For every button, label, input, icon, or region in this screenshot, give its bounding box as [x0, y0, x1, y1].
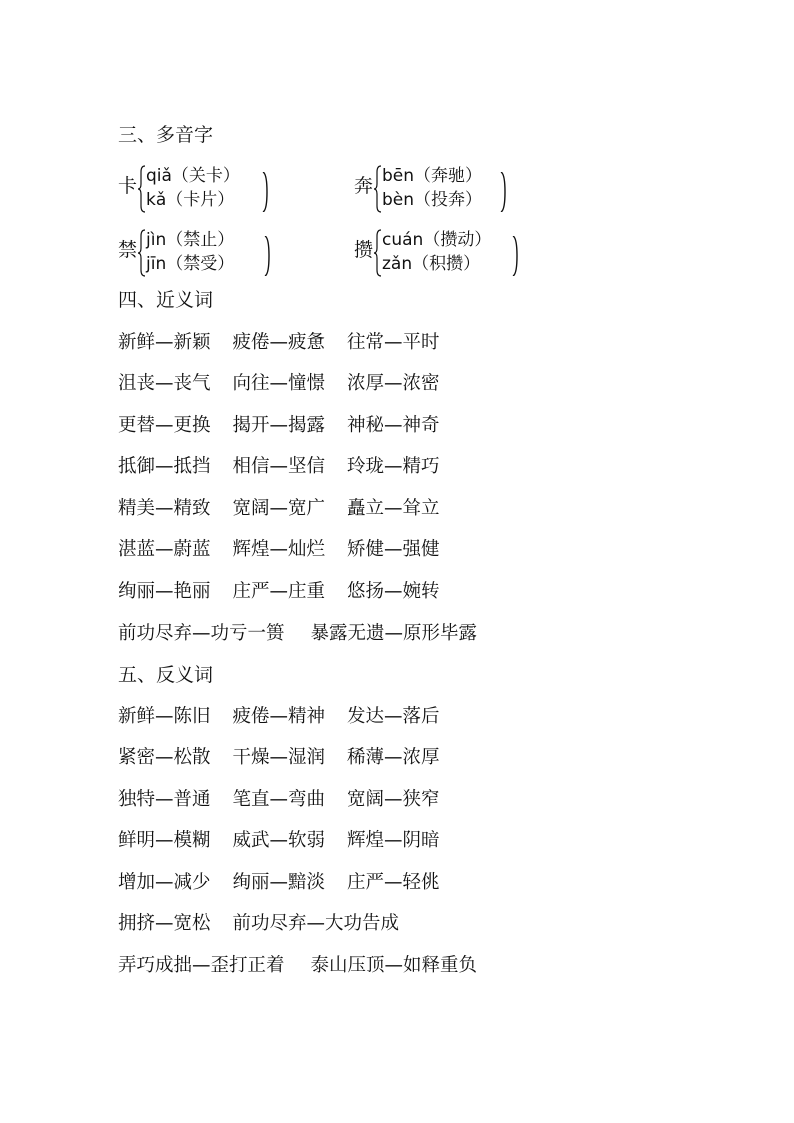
word-pair: 更替—更换 [118, 415, 211, 436]
word-pair: 绚丽—黯淡 [232, 872, 326, 893]
word-pair: 绚丽—艳丽 [118, 581, 211, 602]
polyphone-readings [382, 228, 491, 276]
word-pair: 威武—软弱 [232, 830, 326, 851]
word-pair: 浓厚—浓密 [347, 373, 440, 394]
right-bracket-icon [512, 236, 518, 276]
word-pair: 神秘—神奇 [347, 415, 440, 436]
word-pair: 鲜明—模糊 [118, 830, 211, 851]
section4-title: 四、近义词 [118, 289, 214, 311]
synonym-row [118, 497, 440, 521]
synonym-row [118, 455, 440, 479]
polyphone-item [118, 164, 278, 216]
word-pair: 新鲜—新颖 [118, 332, 211, 353]
word-pair: 悠扬—婉转 [347, 581, 440, 602]
synonym-row [118, 538, 440, 562]
word-pair: 拥挤—宽松 [118, 913, 211, 934]
section5-title: 五、反义词 [118, 664, 214, 686]
word-pair: 泰山压顶—如释重负 [310, 955, 478, 976]
antonym-row [118, 912, 399, 936]
word-pair: 紧密—松散 [118, 747, 211, 768]
word-pair: 疲倦—精神 [232, 706, 326, 727]
antonym-row [118, 705, 440, 729]
polyphone-item [354, 164, 514, 216]
word-pair: 抵御—抵挡 [118, 456, 211, 477]
word-pair: 精美—精致 [118, 498, 211, 519]
synonym-row [118, 372, 440, 396]
word-pair: 疲倦—疲惫 [232, 332, 326, 353]
reading-1: cuán（攒动） [382, 230, 492, 250]
word-pair: 暴露无遗—原形毕露 [310, 623, 478, 644]
word-pair: 干燥—湿润 [232, 747, 326, 768]
synonym-row [118, 622, 477, 646]
word-pair: 矗立—耸立 [347, 498, 440, 519]
polyphone-readings [382, 164, 482, 212]
word-pair: 弄巧成拙—歪打正着 [118, 955, 285, 976]
word-pair: 发达—落后 [347, 706, 440, 727]
word-pair: 往常—平时 [347, 332, 440, 353]
word-pair: 稀薄—浓厚 [347, 747, 440, 768]
word-pair: 独特—普通 [118, 789, 211, 810]
word-pair: 矫健—强健 [347, 539, 440, 560]
polyphone-char: 禁 [118, 239, 138, 261]
right-bracket-icon [264, 236, 270, 276]
reading-1: bēn（奔驰） [382, 166, 483, 186]
polyphone-readings [146, 228, 234, 276]
left-brace-icon [138, 228, 146, 278]
polyphone-char: 攒 [354, 239, 374, 261]
word-pair: 向往—憧憬 [232, 373, 326, 394]
left-brace-icon [374, 228, 382, 278]
polyphone-item [354, 228, 524, 280]
word-pair: 玲珑—精巧 [347, 456, 440, 477]
right-bracket-icon [500, 172, 506, 212]
reading-2: kǎ（卡片） [146, 190, 235, 210]
antonym-row [118, 954, 477, 978]
polyphone-readings [146, 164, 240, 212]
reading-2: jīn（禁受） [146, 254, 235, 274]
word-pair: 沮丧—丧气 [118, 373, 211, 394]
antonym-row [118, 746, 440, 770]
section3-title: 三、多音字 [118, 124, 214, 146]
word-pair: 前功尽弃—功亏一篑 [118, 623, 285, 644]
polyphone-item [118, 228, 278, 280]
synonym-row [118, 580, 440, 604]
word-pair: 辉煌—阴暗 [347, 830, 440, 851]
word-pair: 宽阔—狭窄 [347, 789, 440, 810]
word-pair: 庄严—轻佻 [347, 872, 440, 893]
word-pair: 宽阔—宽广 [232, 498, 326, 519]
word-pair: 笔直—弯曲 [232, 789, 326, 810]
word-pair: 湛蓝—蔚蓝 [118, 539, 211, 560]
word-pair: 增加—减少 [118, 872, 211, 893]
synonym-row [118, 414, 440, 438]
word-pair: 前功尽弃—大功告成 [232, 913, 400, 934]
word-pair: 相信—坚信 [232, 456, 326, 477]
polyphone-char: 卡 [118, 175, 138, 197]
word-pair: 揭开—揭露 [232, 415, 326, 436]
polyphone-char: 奔 [354, 175, 374, 197]
reading-1: jìn（禁止） [146, 230, 235, 250]
antonym-row [118, 829, 440, 853]
antonym-row [118, 788, 440, 812]
reading-2: zǎn（积攒） [382, 254, 481, 274]
antonym-row [118, 871, 440, 895]
word-pair: 新鲜—陈旧 [118, 706, 211, 727]
word-pair: 辉煌—灿烂 [232, 539, 326, 560]
reading-2: bèn（投奔） [382, 190, 483, 210]
reading-1: qiǎ（关卡） [146, 166, 240, 186]
left-brace-icon [138, 164, 146, 214]
word-pair: 庄严—庄重 [232, 581, 326, 602]
right-bracket-icon [262, 172, 268, 212]
synonym-row [118, 331, 440, 355]
left-brace-icon [374, 164, 382, 214]
